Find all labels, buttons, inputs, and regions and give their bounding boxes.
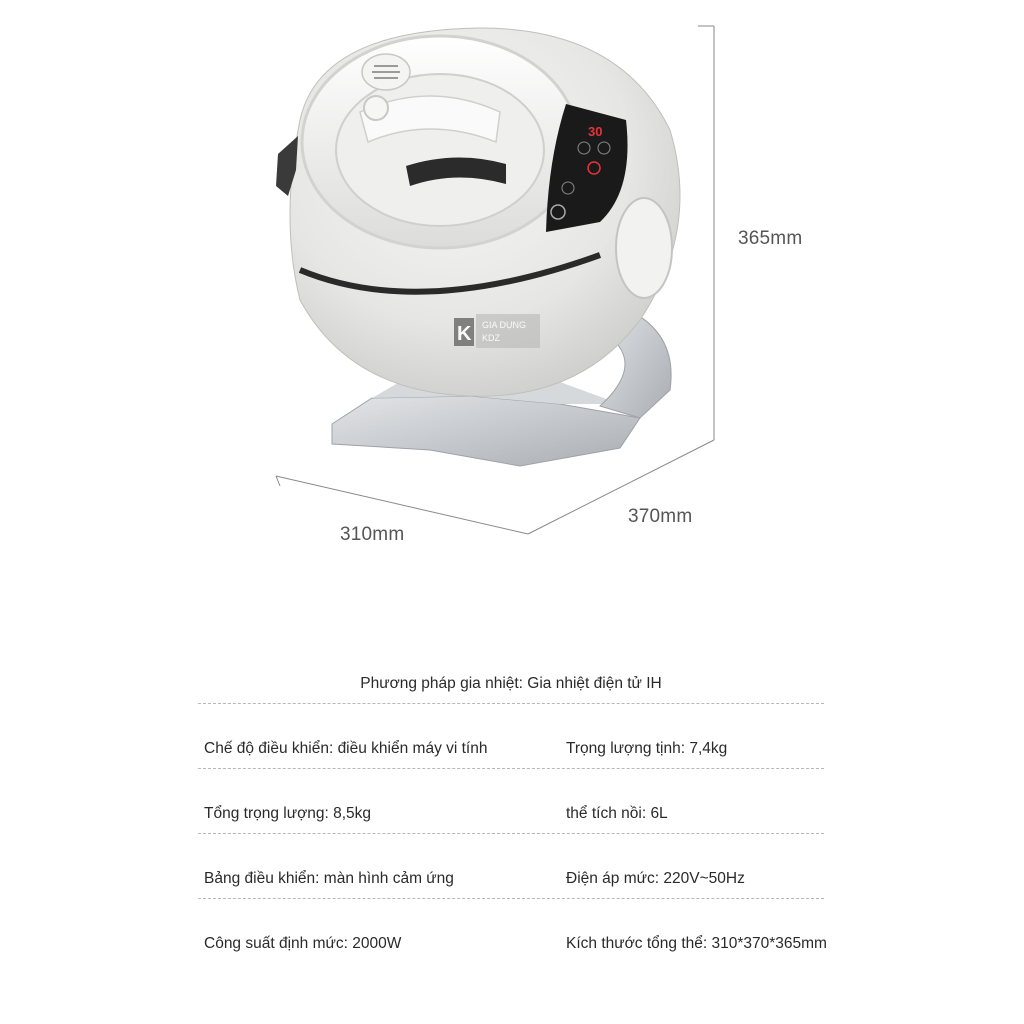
spec-row (198, 704, 824, 769)
spec-row (198, 769, 824, 834)
spec-row (198, 899, 827, 963)
display-readout: 30 (588, 124, 603, 139)
spec-control-panel: Bảng điều khiển: màn hình cảm ứng (204, 870, 454, 887)
spec-voltage: Điện áp mức: 220V~50Hz (566, 870, 745, 887)
lid (302, 36, 578, 248)
spec-table (198, 640, 827, 963)
watermark-logo (454, 314, 540, 348)
spec-row (198, 834, 824, 899)
dimension-width-label: 310mm (340, 524, 405, 545)
watermark-letter: K (457, 323, 472, 345)
spec-row-heating (198, 640, 824, 704)
spec-gross-weight: Tổng trọng lượng: 8,5kg (204, 805, 372, 822)
spec-power: Công suất định mức: 2000W (204, 935, 402, 952)
spec-heating: Phương pháp gia nhiệt: Gia nhiệt điện tử IH (360, 675, 662, 692)
spec-volume: thể tích nồi: 6L (566, 805, 668, 822)
spec-net-weight: Trọng lượng tịnh: 7,4kg (566, 740, 728, 757)
spec-overall-size: Kích thước tổng thể: 310*370*365mm (566, 935, 827, 952)
spec-control-mode: Chế độ điều khiển: điều khiển máy vi tính (204, 740, 488, 757)
watermark-line1: GIA DỤNG (482, 320, 527, 330)
dimension-height-label: 365mm (738, 228, 803, 249)
dimension-depth-label: 370mm (628, 506, 693, 527)
watermark-line2: KDZ (482, 333, 500, 343)
